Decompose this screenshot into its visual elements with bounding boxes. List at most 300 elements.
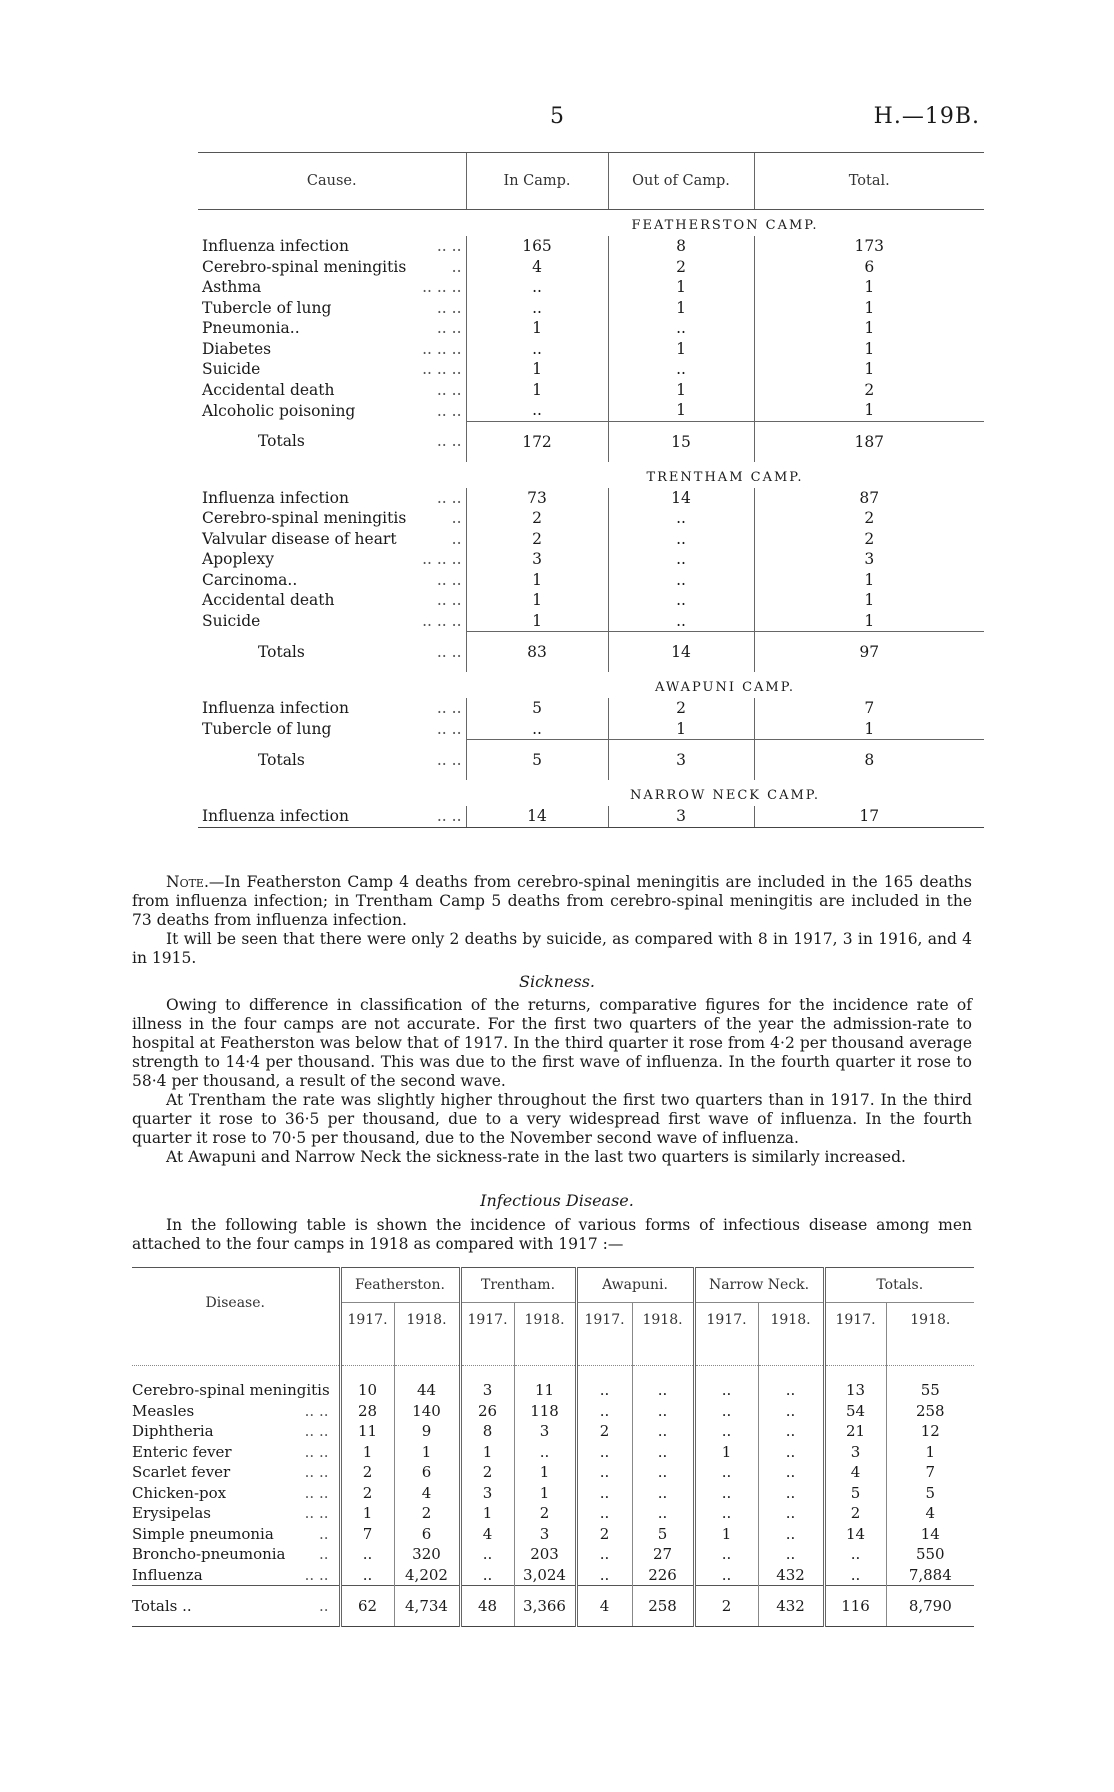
narrow-neck-1918-value: ..	[758, 1401, 824, 1422]
awapuni-1917-value: ..	[576, 1462, 632, 1483]
spacer-cell	[824, 1366, 886, 1381]
header-cause: Cause.	[198, 153, 466, 210]
spacer-cell	[460, 1366, 514, 1381]
awapuni-1918-value: ..	[632, 1483, 694, 1504]
disease-name: Erysipelas	[132, 1504, 212, 1523]
in-camp-value: 1	[466, 380, 608, 401]
spacer-cell	[340, 1366, 394, 1381]
year-header: 1918.	[758, 1303, 824, 1338]
totals-1917-value: 116	[824, 1586, 886, 1627]
in-camp-value: 5	[466, 698, 608, 719]
table-row	[198, 698, 984, 719]
totals-1918-value: 1	[886, 1442, 974, 1463]
totals-1917-value: 3	[824, 1442, 886, 1463]
sickness-heading: Sickness.	[518, 972, 595, 991]
leader-dots: .. ..	[304, 1483, 329, 1502]
narrow-neck-1917-value: ..	[694, 1462, 758, 1483]
featherston-1918-value: 4,734	[394, 1586, 460, 1627]
trentham-1917-value: 48	[460, 1586, 514, 1627]
section-title: TRENTHAM CAMP.	[646, 469, 804, 485]
cause-name: Influenza infection	[202, 807, 349, 826]
header-out-of-camp: Out of Camp.	[608, 153, 754, 210]
header-totals: Totals.	[824, 1268, 974, 1303]
in-camp-value: 1	[466, 359, 608, 380]
narrow-neck-1917-value: ..	[694, 1503, 758, 1524]
header-in-camp: In Camp.	[466, 153, 608, 210]
header-featherston: Featherston.	[340, 1268, 460, 1303]
trentham-1917-value: 2	[460, 1462, 514, 1483]
disease-name: Broncho-pneumonia	[132, 1545, 286, 1564]
header-disease: Disease.	[132, 1268, 340, 1338]
infectious-table-body	[132, 1366, 974, 1627]
infectious-disease-table	[132, 1267, 974, 1627]
disease-cell	[132, 1401, 340, 1422]
trentham-1917-value: 4	[460, 1524, 514, 1545]
awapuni-1918-value: 258	[632, 1586, 694, 1627]
leader-dots: ..	[451, 257, 462, 276]
featherston-1917-value: 62	[340, 1586, 394, 1627]
leader-dots: ..	[318, 1597, 329, 1615]
leader-dots: .. ..	[304, 1565, 329, 1584]
narrow-neck-1918-value: ..	[758, 1421, 824, 1442]
table-row	[198, 488, 984, 509]
sickness-paragraph-2: At Trentham the rate was slightly higher throughout the first two quarters than in 1917. In the third quarter it rose to 36·5 per thousand, due to a very widespread first wave of influenza. In the fourth quarter it rose to 70·5 per thousand, due to the November second wave of influenza.	[132, 1091, 972, 1147]
cause-name: Suicide	[202, 360, 261, 379]
header-spacer-row	[132, 1337, 974, 1366]
out-of-camp-value: ..	[608, 508, 754, 529]
awapuni-1918-value: ..	[632, 1421, 694, 1442]
deaths-by-cause-table	[198, 152, 984, 828]
table-row	[132, 1483, 974, 1504]
infectious-intro: In the following table is shown the incidence of various forms of infectious disease among men attached to the four camps in 1918 as compared with 1917 :—	[132, 1216, 972, 1253]
totals-row	[198, 740, 984, 781]
trentham-1917-value: 3	[460, 1380, 514, 1401]
disease-cell	[132, 1586, 340, 1627]
trentham-1917-value: 1	[460, 1503, 514, 1524]
leader-dots: .. ..	[436, 699, 462, 718]
totals-1918-value: 7,884	[886, 1565, 974, 1586]
leader-dots: .. .. ..	[422, 339, 462, 358]
totals-1918-value: 5	[886, 1483, 974, 1504]
total-value: 2	[754, 529, 984, 550]
awapuni-1917-value: ..	[576, 1483, 632, 1504]
infectious-intro-block	[132, 1216, 972, 1254]
in-camp-value: ..	[466, 400, 608, 421]
cause-cell	[198, 236, 466, 257]
cause-cell	[198, 806, 466, 827]
awapuni-1917-value: ..	[576, 1401, 632, 1422]
trentham-1918-value: 1	[514, 1462, 576, 1483]
leader-dots: .. ..	[304, 1422, 329, 1441]
awapuni-1918-value: 5	[632, 1524, 694, 1545]
note-text: —In Featherston Camp 4 deaths from cerebro-spinal meningitis are included in the 165 deaths from influenza infection; in Trentham Camp 5 deaths from cerebro-spinal meningitis are included in the 73 deaths from influenza infection.	[132, 873, 972, 929]
awapuni-1917-value: ..	[576, 1380, 632, 1401]
out-of-camp-value: 1	[608, 719, 754, 740]
cause-name: Alcoholic poisoning	[202, 401, 356, 420]
note-paragraph	[132, 873, 972, 930]
year-header: 1917.	[460, 1303, 514, 1338]
in-camp-value: 14	[466, 806, 608, 827]
cause-name: Valvular disease of heart	[202, 529, 397, 548]
trentham-1918-value: 3,024	[514, 1565, 576, 1586]
trentham-1918-value: 203	[514, 1544, 576, 1565]
leader-dots: .. ..	[436, 319, 462, 338]
total-value: 17	[754, 806, 984, 827]
narrow-neck-1918-value: 432	[758, 1565, 824, 1586]
narrow-neck-1918-value: ..	[758, 1380, 824, 1401]
in-camp-value: ..	[466, 298, 608, 319]
totals-1917-value: ..	[824, 1565, 886, 1586]
cause-cell	[198, 611, 466, 632]
total-value: 1	[754, 277, 984, 298]
featherston-1917-value: 1	[340, 1442, 394, 1463]
disease-cell	[132, 1544, 340, 1565]
cause-cell	[198, 257, 466, 278]
out-of-camp-value: ..	[608, 359, 754, 380]
disease-name: Simple pneumonia	[132, 1524, 274, 1543]
table-row	[198, 380, 984, 401]
grand-total: 8	[754, 740, 984, 781]
narrow-neck-1917-value: ..	[694, 1544, 758, 1565]
total-value: 1	[754, 611, 984, 632]
header-awapuni: Awapuni.	[576, 1268, 694, 1303]
table-header-row	[198, 153, 984, 210]
totals-1917-value: 13	[824, 1380, 886, 1401]
trentham-1917-value: ..	[460, 1565, 514, 1586]
note-label: Note.	[166, 873, 209, 891]
featherston-1918-value: 6	[394, 1524, 460, 1545]
leader-dots: .. ..	[304, 1442, 329, 1461]
awapuni-1917-value: ..	[576, 1544, 632, 1565]
sickness-paragraph-3: At Awapuni and Narrow Neck the sickness-rate in the last two quarters is similarly increased.	[166, 1148, 906, 1166]
disease-name: Chicken-pox	[132, 1483, 227, 1502]
out-of-camp-value: 1	[608, 380, 754, 401]
grand-total: 97	[754, 632, 984, 673]
cause-cell	[198, 698, 466, 719]
total-value: 87	[754, 488, 984, 509]
out-of-camp-value: ..	[608, 549, 754, 570]
leader-dots: .. ..	[436, 237, 462, 256]
awapuni-1918-value: 27	[632, 1544, 694, 1565]
table-row	[132, 1442, 974, 1463]
cause-cell	[198, 400, 466, 421]
narrow-neck-1917-value: ..	[694, 1421, 758, 1442]
totals-1917-value: 2	[824, 1503, 886, 1524]
header-narrow-neck: Narrow Neck.	[694, 1268, 824, 1303]
totals-row	[198, 632, 984, 673]
table-row	[198, 611, 984, 632]
disease-cell	[132, 1380, 340, 1401]
totals-label-cell	[198, 632, 466, 673]
totals-1918-value: 55	[886, 1380, 974, 1401]
cause-name: Accidental death	[202, 591, 335, 610]
leader-dots: .. ..	[436, 642, 462, 661]
spacer-cell	[394, 1366, 460, 1381]
section-title: NARROW NECK CAMP.	[629, 788, 821, 803]
featherston-1918-value: 9	[394, 1421, 460, 1442]
in-camp-value: ..	[466, 719, 608, 740]
awapuni-1917-value: ..	[576, 1442, 632, 1463]
out-of-camp-total: 14	[608, 632, 754, 673]
awapuni-1917-value: 4	[576, 1586, 632, 1627]
cause-name: Influenza infection	[202, 488, 349, 507]
featherston-1918-value: 4,202	[394, 1565, 460, 1586]
header-total: Total.	[754, 153, 984, 210]
totals-1918-value: 4	[886, 1503, 974, 1524]
total-value: 1	[754, 339, 984, 360]
trentham-1918-value: 11	[514, 1380, 576, 1401]
narrow-neck-1917-value: 2	[694, 1586, 758, 1627]
out-of-camp-value: ..	[608, 570, 754, 591]
out-of-camp-value: ..	[608, 529, 754, 550]
out-of-camp-value: 1	[608, 277, 754, 298]
total-value: 1	[754, 719, 984, 740]
table-row	[198, 719, 984, 740]
cause-name: Suicide	[202, 612, 261, 630]
trentham-1918-value: ..	[514, 1442, 576, 1463]
awapuni-1917-value: ..	[576, 1503, 632, 1524]
featherston-1918-value: 1	[394, 1442, 460, 1463]
trentham-1918-value: 1	[514, 1483, 576, 1504]
table-row	[198, 529, 984, 550]
grand-total: 187	[754, 421, 984, 462]
trentham-1917-value: 26	[460, 1401, 514, 1422]
in-camp-total: 5	[466, 740, 608, 781]
out-of-camp-value: 14	[608, 488, 754, 509]
total-value: 1	[754, 298, 984, 319]
cause-name: Influenza infection	[202, 237, 349, 256]
section-spacer	[198, 672, 466, 698]
narrow-neck-1917-value: ..	[694, 1483, 758, 1504]
totals-1918-value: 8,790	[886, 1586, 974, 1627]
year-header: 1917.	[576, 1303, 632, 1338]
total-value: 1	[754, 359, 984, 380]
group-header-row	[132, 1268, 974, 1303]
trentham-1918-value: 118	[514, 1401, 576, 1422]
in-camp-value: 1	[466, 570, 608, 591]
cause-name: Tubercle of lung	[202, 720, 332, 738]
leader-dots: .. ..	[436, 807, 462, 826]
out-of-camp-value: 1	[608, 339, 754, 360]
totals-row	[198, 421, 984, 462]
in-camp-value: 4	[466, 257, 608, 278]
cause-cell	[198, 277, 466, 298]
page-number: 5	[550, 104, 564, 129]
suicide-paragraph: It will be seen that there were only 2 deaths by suicide, as compared with 8 in 1917, 3 in 1916, and 4 in 1915.	[132, 930, 972, 967]
narrow-neck-1918-value: 432	[758, 1586, 824, 1627]
total-value: 1	[754, 570, 984, 591]
year-header: 1918.	[632, 1303, 694, 1338]
table-row	[198, 806, 984, 827]
document-reference: H.—19B.	[873, 104, 980, 129]
narrow-neck-1918-value: ..	[758, 1462, 824, 1483]
disease-name: Enteric fever	[132, 1442, 232, 1461]
awapuni-1918-value: ..	[632, 1462, 694, 1483]
narrow-neck-1918-value: ..	[758, 1544, 824, 1565]
spacer-cell	[576, 1366, 632, 1381]
narrow-neck-1917-value: 1	[694, 1524, 758, 1545]
narrow-neck-1918-value: ..	[758, 1524, 824, 1545]
leader-dots: .. .. ..	[422, 278, 462, 297]
awapuni-1918-value: ..	[632, 1401, 694, 1422]
cause-name: Pneumonia..	[202, 319, 300, 338]
awapuni-1917-value: 2	[576, 1421, 632, 1442]
disease-name: Measles	[132, 1401, 195, 1420]
narrow-neck-1918-value: ..	[758, 1442, 824, 1463]
total-value: 2	[754, 380, 984, 401]
table-row	[198, 257, 984, 278]
leader-dots: .. ..	[304, 1463, 329, 1482]
totals-1918-value: 14	[886, 1524, 974, 1545]
leader-dots: ..	[451, 529, 462, 548]
sickness-block	[132, 996, 972, 1167]
disease-name: Scarlet fever	[132, 1463, 231, 1482]
cause-name: Asthma	[202, 278, 262, 297]
featherston-1918-value: 140	[394, 1401, 460, 1422]
leader-dots: .. ..	[304, 1401, 329, 1420]
trentham-1917-value: 8	[460, 1421, 514, 1442]
featherston-1918-value: 44	[394, 1380, 460, 1401]
awapuni-1918-value: 226	[632, 1565, 694, 1586]
featherston-1917-value: 28	[340, 1401, 394, 1422]
disease-cell	[132, 1483, 340, 1504]
cause-cell	[198, 570, 466, 591]
cause-name: Diabetes	[202, 339, 272, 358]
in-camp-total: 83	[466, 632, 608, 673]
out-of-camp-value: 2	[608, 698, 754, 719]
section-title: AWAPUNI CAMP.	[655, 680, 795, 695]
in-camp-value: 73	[466, 488, 608, 509]
narrow-neck-1918-value: ..	[758, 1483, 824, 1504]
section-title-row	[198, 780, 984, 806]
table-row	[198, 277, 984, 298]
table-row	[132, 1421, 974, 1442]
out-of-camp-total: 3	[608, 740, 754, 781]
total-value: 2	[754, 508, 984, 529]
cause-cell	[198, 549, 466, 570]
cause-name: Tubercle of lung	[202, 298, 332, 317]
spacer-row	[132, 1366, 974, 1381]
year-header: 1918.	[886, 1303, 974, 1338]
narrow-neck-1917-value: ..	[694, 1565, 758, 1586]
narrow-neck-1918-value: ..	[758, 1503, 824, 1524]
leader-dots: .. ..	[436, 720, 462, 738]
totals-1917-value: 21	[824, 1421, 886, 1442]
year-header: 1917.	[824, 1303, 886, 1338]
deaths-table-body	[198, 210, 984, 828]
leader-dots: .. .. ..	[422, 360, 462, 379]
note-block	[132, 873, 972, 968]
totals-label-cell	[198, 740, 466, 781]
totals-1917-value: 14	[824, 1524, 886, 1545]
year-header: 1917.	[694, 1303, 758, 1338]
cause-cell	[198, 359, 466, 380]
disease-cell	[132, 1524, 340, 1545]
section-title-row	[198, 672, 984, 698]
cause-name: Cerebro-spinal meningitis	[202, 257, 407, 276]
table-row	[132, 1544, 974, 1565]
leader-dots: ..	[451, 509, 462, 528]
trentham-1918-value: 3	[514, 1421, 576, 1442]
featherston-1917-value: ..	[340, 1544, 394, 1565]
table-row	[132, 1524, 974, 1545]
spacer-cell	[632, 1366, 694, 1381]
in-camp-value: 2	[466, 529, 608, 550]
totals-label: Totals	[258, 642, 305, 661]
leader-dots: .. ..	[436, 298, 462, 317]
section-spacer	[198, 780, 466, 806]
cause-cell	[198, 590, 466, 611]
in-camp-value: 165	[466, 236, 608, 257]
disease-cell	[132, 1503, 340, 1524]
table-row	[198, 549, 984, 570]
totals-1917-value: ..	[824, 1544, 886, 1565]
featherston-1917-value: 2	[340, 1462, 394, 1483]
out-of-camp-value: 8	[608, 236, 754, 257]
trentham-1917-value: 3	[460, 1483, 514, 1504]
disease-name: Diphtheria	[132, 1422, 214, 1441]
leader-dots: .. .. ..	[422, 550, 462, 569]
trentham-1918-value: 3	[514, 1524, 576, 1545]
in-camp-total: 172	[466, 421, 608, 462]
leader-dots: .. ..	[436, 432, 462, 451]
out-of-camp-value: 2	[608, 257, 754, 278]
awapuni-1918-value: ..	[632, 1442, 694, 1463]
table-row	[198, 359, 984, 380]
featherston-1917-value: 1	[340, 1503, 394, 1524]
cause-name: Cerebro-spinal meningitis	[202, 509, 407, 528]
cause-cell	[198, 380, 466, 401]
totals-1918-value: 550	[886, 1544, 974, 1565]
featherston-1918-value: 6	[394, 1462, 460, 1483]
spacer-cell	[758, 1366, 824, 1381]
table-row	[198, 590, 984, 611]
in-camp-value: 1	[466, 590, 608, 611]
cause-cell	[198, 298, 466, 319]
disease-name: Cerebro-spinal meningitis	[132, 1381, 330, 1400]
table-row	[132, 1401, 974, 1422]
totals-label: Totals ..	[132, 1597, 192, 1615]
cause-cell	[198, 508, 466, 529]
out-of-camp-value: ..	[608, 611, 754, 632]
spacer-cell	[886, 1366, 974, 1381]
year-header: 1918.	[514, 1303, 576, 1338]
in-camp-value: 3	[466, 549, 608, 570]
cause-cell	[198, 488, 466, 509]
section-title: FEATHERSTON CAMP.	[631, 218, 819, 233]
featherston-1917-value: 11	[340, 1421, 394, 1442]
total-value: 1	[754, 590, 984, 611]
cause-name: Influenza infection	[202, 699, 349, 718]
featherston-1917-value: 7	[340, 1524, 394, 1545]
trentham-1918-value: 2	[514, 1503, 576, 1524]
trentham-1917-value: 1	[460, 1442, 514, 1463]
in-camp-value: 2	[466, 508, 608, 529]
totals-1917-value: 54	[824, 1401, 886, 1422]
totals-1917-value: 5	[824, 1483, 886, 1504]
featherston-1918-value: 320	[394, 1544, 460, 1565]
table-row	[198, 570, 984, 591]
totals-label: Totals	[258, 750, 305, 769]
leader-dots: .. ..	[436, 380, 462, 399]
awapuni-1917-value: ..	[576, 1565, 632, 1586]
leader-dots: ..	[318, 1524, 329, 1543]
cause-cell	[198, 529, 466, 550]
leader-dots: ..	[318, 1545, 329, 1564]
trentham-1917-value: ..	[460, 1544, 514, 1565]
out-of-camp-value: ..	[608, 318, 754, 339]
leader-dots: .. ..	[436, 750, 462, 769]
